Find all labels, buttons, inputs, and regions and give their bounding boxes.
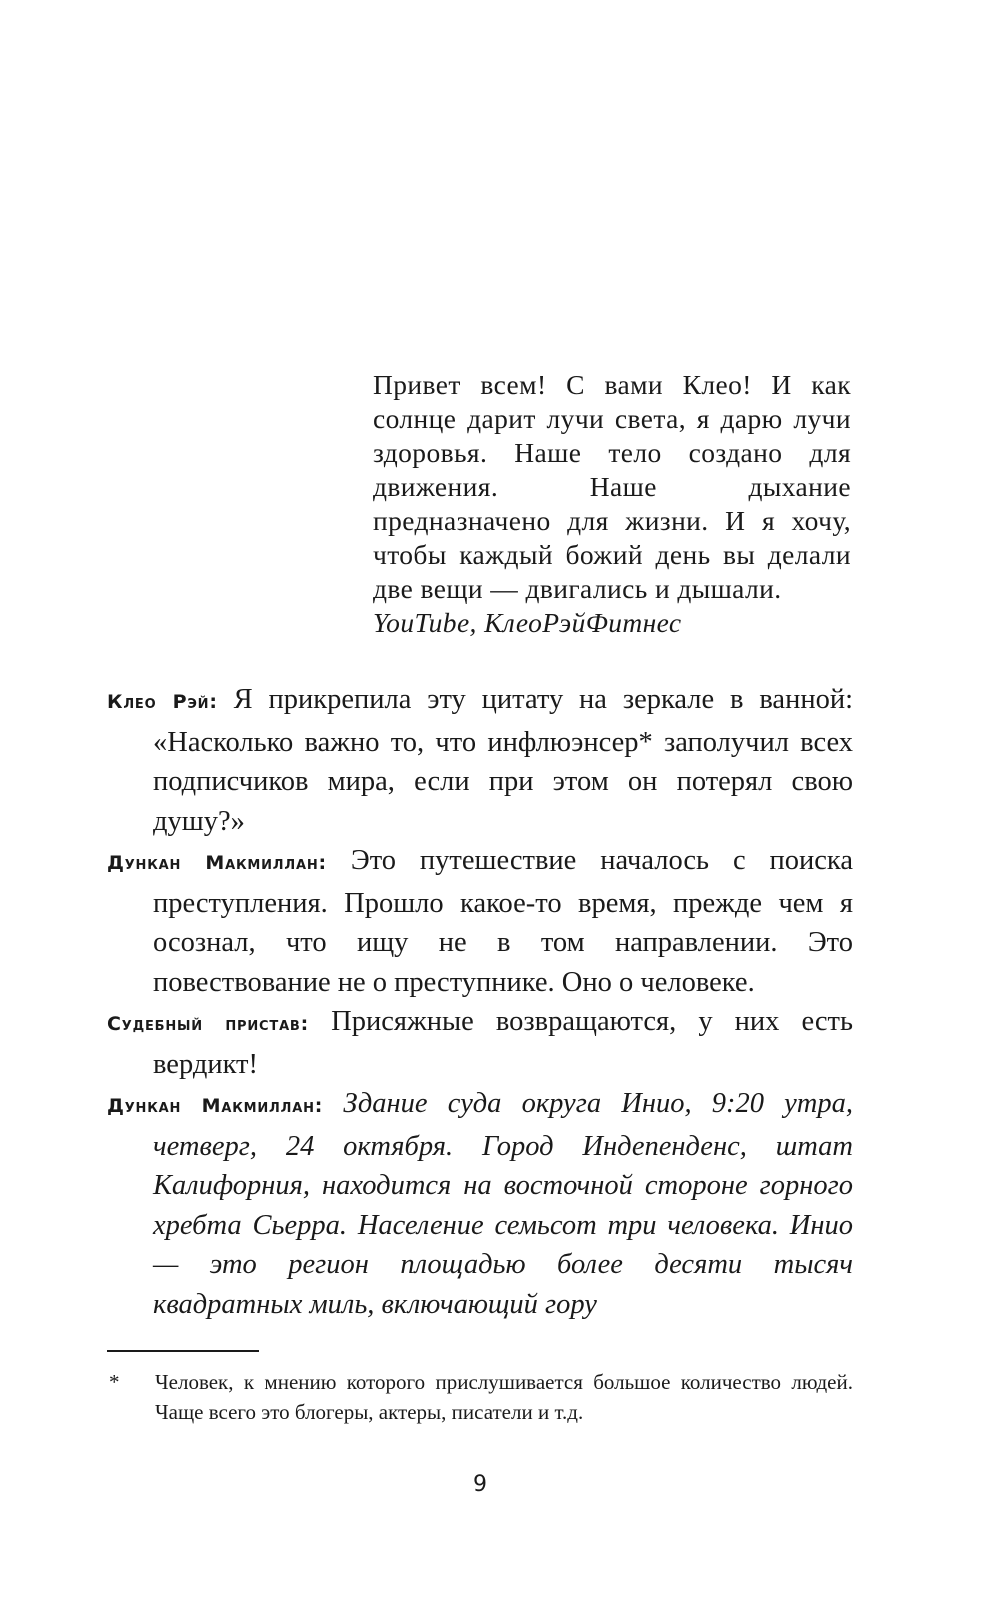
footnote [107,1367,853,1427]
footnote-text: Человек, к мнению которого прислушивается большое количество людей. Чаще всего это блогеры, актеры, писатели и т.д. [155,1370,853,1424]
speech-text: Это путешествие началось с поиска преступления. Прошло какое-то время, прежде чем я осознал, что ищу не в том направлении. Это повествование не о преступнике. Оно о человеке. [153,845,854,998]
dialogue-entry [107,841,853,1002]
footnote-mark: * [109,1370,120,1394]
speech-text: Я прикрепила эту цитату на зеркале в ванной: «Насколько важно то, что инфлюэнсер* заполучил всех подписчиков мира, если при этом он потерял свою душу?» [153,684,853,837]
dialogue-entry [107,1002,853,1084]
speaker-name: Дункан Макмиллан: [107,1095,324,1117]
speaker-name: Судебный пристав: [107,1013,310,1035]
dialogue-entry [107,680,853,841]
dialogue [107,680,853,1324]
speech-text: Присяжные возвращаются, у них есть вердикт! [153,1006,854,1080]
dialogue-entry [107,1084,853,1324]
epigraph-source: YouTube, КлеоРэйФитнес [373,607,682,638]
epigraph-text: Привет всем! С вами Клео! И как солнце дарит лучи света, я дарю лучи здоровья. Наше тело создано для движения. Наше дыхание предназначено для жизни. И я хочу, чтобы каждый божий день вы делали две вещи — двигались и дышали. [373,369,851,604]
page-number: 9 [473,1472,487,1497]
speech-text: Здание суда округа Инио, 9:20 утра, четверг, 24 октября. Город Индепенденс, штат Калифорния, находится на восточной стороне горного хребта Сьерра. Население семьсот три человека. Инио — это регион площадью более десяти тысяч квадратных миль, включающий гору [153,1088,854,1320]
speaker-name: Клео Рэй: [107,691,218,713]
speaker-name: Дункан Макмиллан: [107,852,327,874]
footnote-divider [107,1350,259,1352]
epigraph [373,368,851,640]
